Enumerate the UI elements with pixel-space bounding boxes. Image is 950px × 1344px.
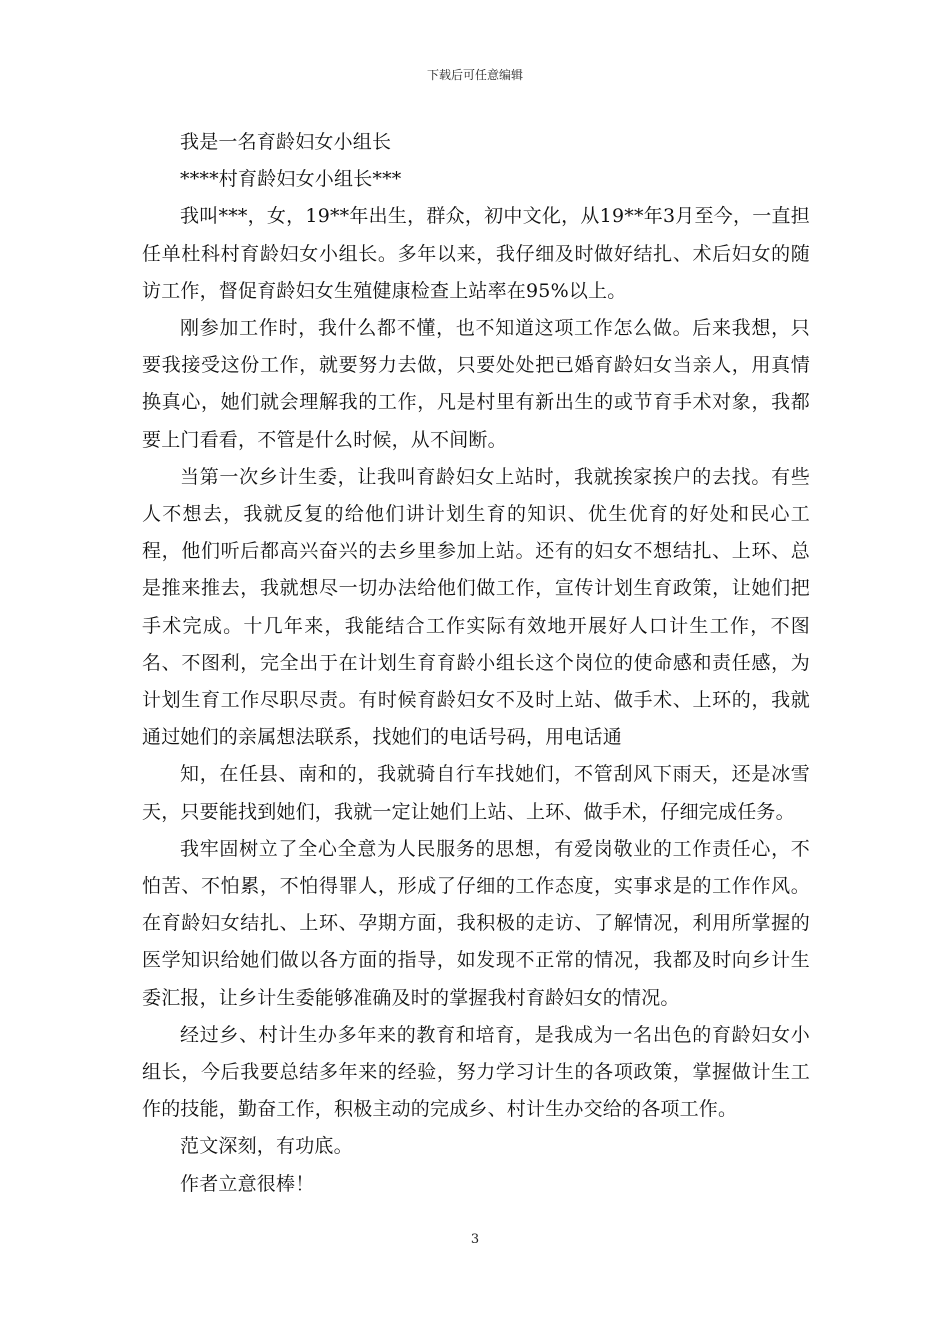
document-body [142,124,810,1203]
paragraph-notify: 知，在任县、南和的，我就骑自行车找她们，不管刮风下雨天，还是冰雪天，只要能找到她们，我就一定让她们上站、上环、做手术，仔细完成任务。 [142,763,810,823]
paragraph-intro: 我叫***，女，19**年出生，群众，初中文化，从19**年3月至今，一直担任单杜科村育龄妇女小组长。多年以来，我仔细及时做好结扎、术后妇女的随访工作，督促育龄妇女生殖健康检查上站率在95%以上。 [142,205,810,302]
subtitle-line: ****村育龄妇女小组长*** [180,168,402,191]
page-number: 3 [470,1232,480,1247]
comment-line-2: 作者立意很棒！ [180,1172,315,1195]
title-line: 我是一名育龄妇女小组长 [180,131,392,153]
paragraph-first-task: 当第一次乡计生委，让我叫育龄妇女上站时，我就挨家挨户的去找。有些人不想去，我就反复的给他们讲计划生育的知识、优生优育的好处和民心工程，他们听后都高兴奋兴的去乡里参加上站。还有的妇女不想结扎、上环、总是推来推去，我就想尽一切办法给他们做工作，宣传计划生育政策，让她们把手术完成。十几年来，我能结合工作实际有效地开展好人口计生工作，不图名、不图利，完全出于在计划生育育龄小组长这个岗位的使命感和责任感，为计划生育工作尽职尽责。有时候育龄妇女不及时上站、做手术、上环的，我就通过她们的亲属想法联系，找她们的电话号码，用电话通 [142,465,810,749]
paragraph-start-work: 刚参加工作时，我什么都不懂，也不知道这项工作怎么做。后来我想，只要我接受这份工作，就要努力去做，只要处处把已婚育龄妇女当亲人，用真情换真心，她们就会理解我的工作，凡是村里有新出生的或节育手术对象，我都要上门看看，不管是什么时候，从不间断。 [142,317,810,451]
paragraph-service: 我牢固树立了全心全意为人民服务的思想，有爱岗敬业的工作责任心，不怕苦、不怕累，不怕得罪人，形成了仔细的工作态度，实事求是的工作作风。在育龄妇女结扎、上环、孕期方面，我积极的走访、了解情况，利用所掌握的医学知识给她们做以各方面的指导，如发现不正常的情况，我都及时向乡计生委汇报，让乡计生委能够准确及时的掌握我村育龄妇女的情况。 [142,837,810,1009]
page-header: 下载后可任意编辑 [426,68,523,82]
comment-line-1: 范文深刻，有功底。 [180,1135,353,1158]
paragraph-future: 经过乡、村计生办多年来的教育和培育，是我成为一名出色的育龄妇女小组长，今后我要总结多年来的经验，努力学习计生的各项政策，掌握做计生工作的技能，勤奋工作，积极主动的完成乡、村计生办交给的各项工作。 [142,1023,810,1121]
